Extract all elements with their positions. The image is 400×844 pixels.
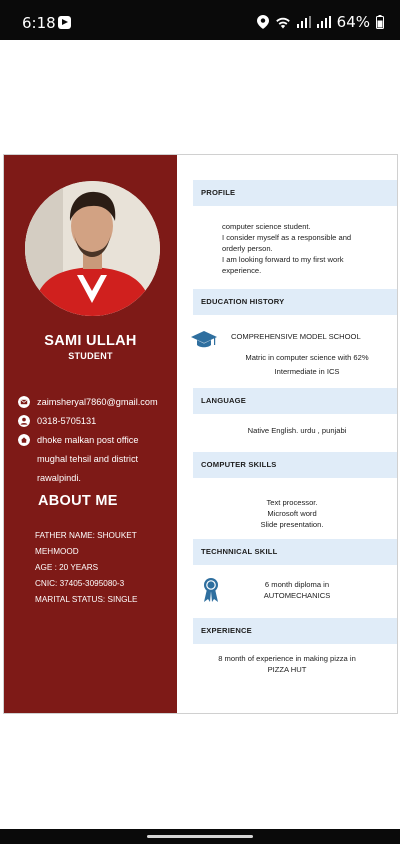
location-icon bbox=[257, 15, 269, 29]
experience-text bbox=[197, 653, 377, 675]
about-line: CNIC: 37405-3095080-3 bbox=[35, 579, 125, 588]
home-gesture-handle[interactable] bbox=[147, 835, 253, 838]
profile-line: orderly person. bbox=[222, 244, 273, 253]
resume-main bbox=[177, 155, 397, 713]
home-icon bbox=[18, 434, 30, 446]
education-details bbox=[217, 351, 397, 379]
skill-line: Microsoft word bbox=[267, 509, 317, 518]
education-line: Intermediate in ICS bbox=[274, 367, 340, 376]
about-line: MEHMOOD bbox=[35, 547, 79, 556]
person-portrait-icon bbox=[25, 181, 160, 316]
email-icon bbox=[18, 396, 30, 408]
contact-phone-row bbox=[18, 412, 178, 431]
about-me-details bbox=[35, 528, 175, 608]
status-time: 6:18 bbox=[22, 14, 56, 32]
skill-line: Slide presentation. bbox=[260, 520, 324, 529]
about-line: AGE : 20 YEARS bbox=[35, 563, 99, 572]
technical-line: AUTOMECHANICS bbox=[263, 591, 331, 600]
candidate-name: SAMI ULLAH bbox=[44, 333, 137, 349]
address-line: rawalpindi. bbox=[37, 473, 81, 483]
signal-icon bbox=[297, 16, 311, 28]
technical-skill-text bbox=[217, 579, 377, 601]
computer-skills-heading: COMPUTER SKILLS bbox=[193, 452, 398, 478]
profile-photo bbox=[25, 181, 160, 316]
profile-line: experience. bbox=[222, 266, 262, 275]
profile-text bbox=[222, 221, 397, 276]
computer-skills-list bbox=[207, 497, 377, 530]
experience-line: PIZZA HUT bbox=[267, 665, 307, 674]
signal-icon-2 bbox=[317, 16, 331, 28]
skill-line: Text processor. bbox=[266, 498, 318, 507]
address-line: dhoke malkan post office bbox=[37, 435, 139, 445]
wifi-icon bbox=[275, 16, 291, 29]
education-line: Matric in computer science with 62% bbox=[245, 353, 369, 362]
navigation-bar bbox=[0, 829, 400, 844]
about-me-heading: ABOUT ME bbox=[38, 493, 118, 509]
resume-document bbox=[3, 154, 398, 714]
profile-line: I consider myself as a responsible and bbox=[222, 233, 352, 242]
candidate-role: STUDENT bbox=[68, 351, 113, 361]
about-line: FATHER NAME: SHOUKET bbox=[35, 531, 137, 540]
battery-icon bbox=[376, 15, 384, 29]
address-line: mughal tehsil and district bbox=[37, 454, 139, 464]
profile-heading: PROFILE bbox=[193, 180, 398, 206]
resume-sidebar bbox=[4, 155, 177, 713]
contact-info bbox=[18, 393, 178, 488]
profile-line: computer science student. bbox=[222, 222, 311, 231]
about-line: MARITAL STATUS: SINGLE bbox=[35, 595, 138, 604]
technical-line: 6 month diploma in bbox=[264, 580, 330, 589]
graduation-cap-icon bbox=[191, 331, 217, 349]
technical-skill-heading: TECHNNICAL SKILL bbox=[193, 539, 398, 565]
contact-phone[interactable]: 0318-5705131 bbox=[37, 416, 97, 426]
language-heading: LANGUAGE bbox=[193, 388, 398, 414]
experience-line: 8 month of experience in making pizza in bbox=[218, 654, 356, 663]
contact-email-row bbox=[18, 393, 178, 412]
contact-address bbox=[37, 431, 138, 488]
status-bar bbox=[0, 0, 400, 40]
profile-line: I am looking forward to my first work bbox=[222, 255, 344, 264]
contact-email[interactable]: zaimsheryal7860@gmail.com bbox=[37, 397, 158, 407]
contact-address-row bbox=[18, 431, 178, 488]
education-heading: EDUCATION HISTORY bbox=[193, 289, 398, 315]
battery-percent: 64% bbox=[336, 13, 370, 31]
user-icon bbox=[18, 415, 30, 427]
media-badge-icon bbox=[58, 16, 71, 29]
experience-heading: EXPERIENCE bbox=[193, 618, 398, 644]
language-text: Native English. urdu , punjabi bbox=[247, 426, 347, 435]
status-icons bbox=[257, 13, 384, 31]
education-school: COMPREHENSIVE MODEL SCHOOL bbox=[231, 332, 361, 341]
